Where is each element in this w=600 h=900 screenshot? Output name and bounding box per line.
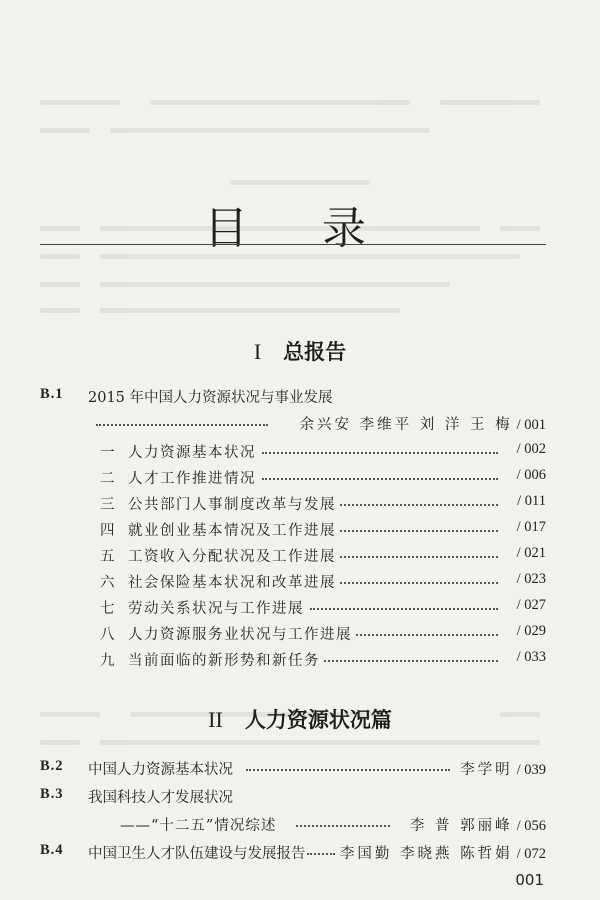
- toc-entry-b3-subtitle: [0, 814, 600, 836]
- leader-dots: [356, 634, 498, 636]
- leader-dots: [307, 853, 335, 855]
- part-title: 总报告: [283, 339, 347, 364]
- page-title: 目 录: [204, 203, 396, 254]
- toc-section-6[interactable]: [0, 571, 600, 593]
- section-number: 四: [100, 523, 115, 539]
- toc-section-2[interactable]: [0, 467, 600, 489]
- section-number: 一: [100, 445, 115, 461]
- entry-label: B.4: [40, 842, 64, 858]
- leader-dots: [262, 452, 498, 454]
- bleed-through-text: [0, 128, 600, 134]
- entry-title: 2015 年中国人力资源状况与事业发展: [88, 390, 333, 406]
- entry-title: 中国卫生人才队伍建设与发展报告: [88, 846, 306, 862]
- section-title: 工资收入分配状况及工作进展: [128, 549, 336, 565]
- leader-dots: [246, 769, 450, 771]
- bleed-through-text: [0, 308, 600, 314]
- section-title: 当前面临的新形势和新任务: [128, 653, 320, 669]
- part-numeral: I: [253, 339, 262, 364]
- section-title: 人才工作推进情况: [128, 471, 256, 487]
- section-number: 八: [100, 627, 115, 643]
- page-number: / 006: [516, 467, 546, 483]
- toc-entry-b1-authors: [0, 413, 600, 435]
- page-number: / 023: [516, 571, 546, 587]
- toc-entry-b2[interactable]: [0, 758, 600, 780]
- bleed-through-text: [0, 100, 600, 106]
- leader-dots: [96, 424, 268, 426]
- page-number: / 002: [516, 441, 546, 457]
- entry-authors: 李 普 郭丽峰: [409, 818, 513, 834]
- page-number: / 039: [516, 762, 546, 778]
- leader-dots: [324, 660, 498, 662]
- section-number: 二: [100, 471, 115, 487]
- section-title: 人力资源基本状况: [128, 445, 256, 461]
- section-number: 六: [100, 575, 115, 591]
- entry-authors: 李国勤 李晓燕 陈哲娟: [339, 846, 513, 862]
- entry-label: B.2: [40, 758, 64, 774]
- toc-section-9[interactable]: [0, 649, 600, 671]
- leader-dots: [340, 504, 498, 506]
- entry-label: B.3: [40, 786, 64, 802]
- leader-dots: [340, 530, 498, 532]
- part-heading-1: [0, 336, 600, 366]
- page-number: / 011: [517, 493, 546, 509]
- toc-section-4[interactable]: [0, 519, 600, 541]
- section-title: 社会保险基本状况和改革进展: [128, 575, 336, 591]
- entry-authors: 李学明: [460, 762, 513, 778]
- page-number: / 001: [516, 417, 546, 433]
- section-title: 劳动关系状况与工作进展: [128, 601, 304, 617]
- page-number: / 017: [516, 519, 546, 535]
- page-number: / 072: [516, 846, 546, 862]
- toc-entry-b4[interactable]: [0, 842, 600, 864]
- section-number: 七: [100, 601, 115, 617]
- toc-entry-b3[interactable]: [0, 786, 600, 808]
- part-heading-2: [0, 704, 600, 734]
- section-title: 人力资源服务业状况与工作进展: [128, 627, 352, 643]
- leader-dots: [340, 582, 498, 584]
- section-title: 就业创业基本情况及工作进展: [128, 523, 336, 539]
- part-numeral: II: [208, 707, 223, 732]
- bleed-through-text: [0, 180, 600, 186]
- bleed-through-text: [0, 282, 600, 288]
- page-number: / 021: [516, 545, 546, 561]
- toc-section-7[interactable]: [0, 597, 600, 619]
- section-number: 五: [100, 549, 115, 565]
- folio-page-number: 001: [515, 871, 544, 889]
- entry-label: B.1: [40, 386, 64, 402]
- title-rule: [40, 244, 546, 245]
- entry-title: 中国人力资源基本状况: [88, 762, 233, 778]
- page-number: / 027: [516, 597, 546, 613]
- bleed-through-text: [0, 740, 600, 746]
- toc-section-3[interactable]: [0, 493, 600, 515]
- page-number: / 056: [516, 818, 546, 834]
- toc-entry-b1[interactable]: [0, 386, 600, 408]
- leader-dots: [262, 478, 498, 480]
- leader-dots: [340, 556, 498, 558]
- leader-dots: [310, 608, 498, 610]
- section-title: 公共部门人事制度改革与发展: [128, 497, 336, 513]
- entry-title: 我国科技人才发展状况: [88, 790, 233, 806]
- section-number: 九: [100, 653, 115, 669]
- toc-section-1[interactable]: [0, 441, 600, 463]
- page-number: / 029: [516, 623, 546, 639]
- leader-dots: [296, 825, 390, 827]
- entry-subtitle: ——“十二五”情况综述: [120, 818, 277, 834]
- toc-section-8[interactable]: [0, 623, 600, 645]
- section-number: 三: [100, 497, 115, 513]
- page-number: / 033: [516, 649, 546, 665]
- part-title: 人力资源状况篇: [244, 707, 392, 732]
- entry-authors: 余兴安 李维平 刘 洋 王 梅: [299, 417, 513, 433]
- toc-section-5[interactable]: [0, 545, 600, 567]
